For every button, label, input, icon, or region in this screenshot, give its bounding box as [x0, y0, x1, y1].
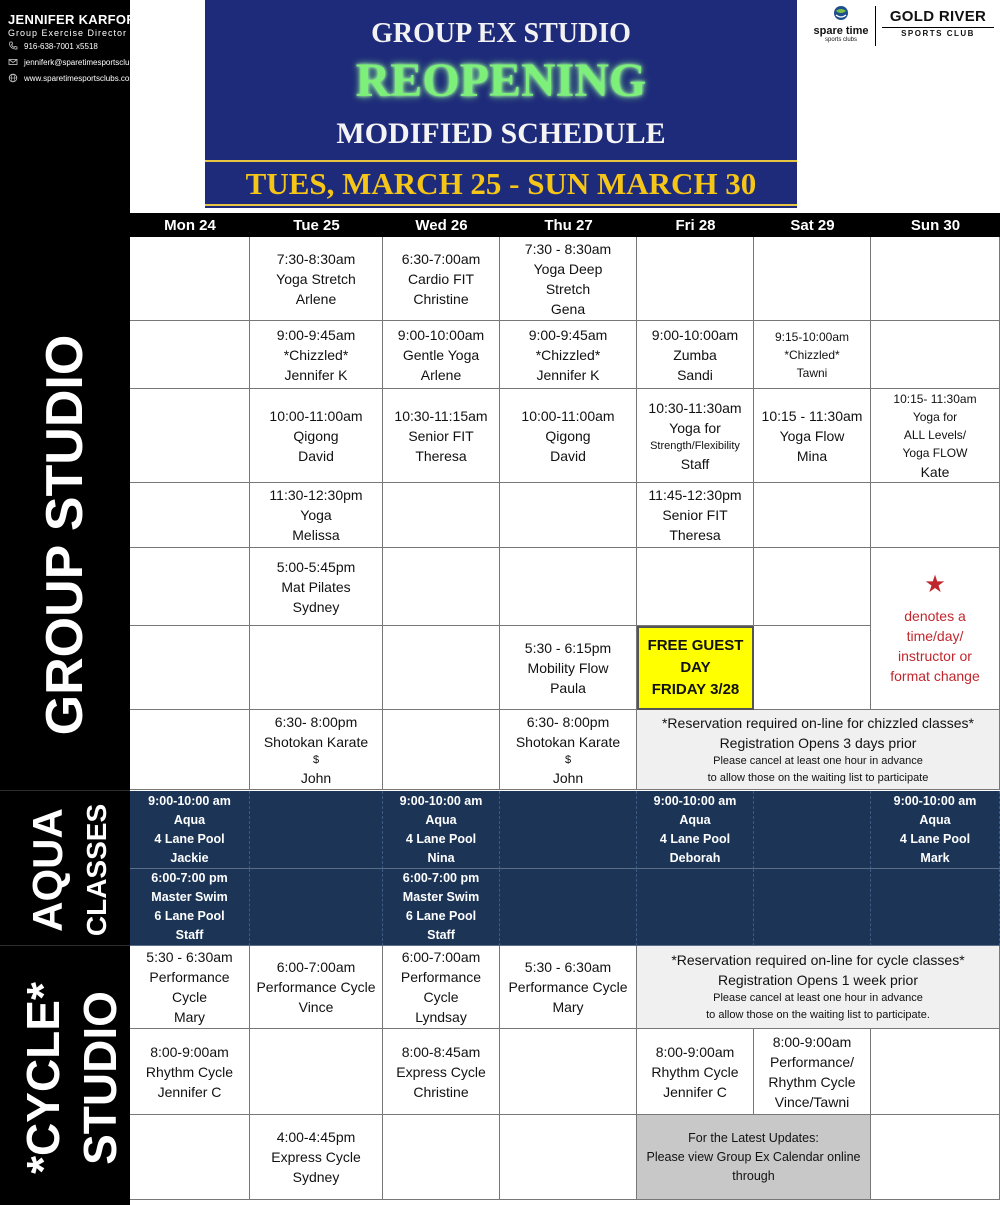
- class-instructor: Staff: [680, 455, 710, 472]
- section-label-aqua: AQUA: [24, 808, 71, 932]
- class-name: Express Cycle: [396, 1063, 486, 1080]
- contact-website-row: [8, 73, 208, 83]
- class-instructor: Jennifer K: [284, 366, 348, 383]
- class-name: Aqua: [679, 812, 711, 827]
- aqua-r1-sun: [871, 791, 1000, 869]
- class-instructor: Paula: [550, 679, 586, 696]
- class-instructor: Jennifer C: [663, 1083, 727, 1100]
- group-r3-thu: [500, 389, 637, 483]
- cycle-r3-wed: [383, 1115, 500, 1200]
- contact-phone-row: [8, 41, 208, 51]
- day-header-mon: Mon 24: [164, 217, 216, 234]
- class-instructor: Mina: [796, 447, 828, 464]
- note-line: Please cancel at least one hour in advance: [713, 992, 923, 1004]
- class-time: 6:30- 8:00pm: [526, 713, 610, 730]
- class-time: 10:00-11:00am: [269, 407, 363, 424]
- day-header-thu: Thu 27: [544, 217, 593, 234]
- class-instructor: John: [300, 769, 332, 786]
- class-time: 6:00-7:00am: [276, 959, 356, 975]
- legend-line: time/day/: [906, 627, 964, 644]
- aqua-r1-mon: [130, 791, 250, 869]
- class-instructor: Arlene: [295, 290, 337, 307]
- aqua-r2-mon: [130, 869, 250, 946]
- class-instructor: Mary: [173, 1009, 206, 1025]
- class-instructor: Tawni: [796, 365, 828, 380]
- class-instructor: Jennifer K: [536, 366, 600, 383]
- note-line: to allow those on the waiting list to participate: [707, 771, 929, 784]
- class-instructor: Gena: [550, 300, 586, 317]
- class-name: Aqua: [425, 812, 457, 827]
- legend-line: format change: [890, 667, 980, 684]
- updates-line: through: [732, 1168, 775, 1183]
- aqua-r2-wed: [383, 869, 500, 946]
- class-time: 6:00-7:00am: [401, 949, 481, 965]
- contact-email[interactable]: jenniferk@sparetimesportsclubs.com: [24, 57, 156, 67]
- mail-icon: [8, 57, 18, 67]
- class-instructor: Vince/Tawni: [774, 1093, 850, 1110]
- contact-website[interactable]: www.sparetimesportsclubs.com: [24, 73, 137, 83]
- class-instructor: Jackie: [170, 850, 209, 865]
- class-instructor: Vince: [298, 999, 334, 1015]
- class-time: 6:00-7:00 pm: [402, 871, 480, 885]
- class-name: Yoga for: [912, 409, 958, 424]
- class-time: 9:00-10:00 am: [653, 793, 737, 808]
- class-time: 10:30-11:15am: [394, 407, 488, 424]
- class-name: Shotokan Karate: [263, 733, 369, 750]
- free-guest-line: FRIDAY 3/28: [651, 681, 740, 698]
- class-time: 8:00-9:00am: [772, 1033, 852, 1050]
- class-time: 5:30 - 6:30am: [524, 959, 612, 975]
- group-r7-tue: [250, 710, 383, 790]
- class-name: Rhythm Cycle: [651, 1063, 739, 1080]
- class-instructor: John: [552, 769, 584, 786]
- class-name: Aqua: [173, 812, 206, 827]
- star-icon: ★: [924, 570, 946, 598]
- class-time: 6:00-7:00 pm: [151, 871, 228, 885]
- legend-line: denotes a: [904, 607, 966, 624]
- section-label-group: GROUP STUDIO: [36, 334, 94, 736]
- legend-line: instructor or: [898, 647, 972, 664]
- class-name-2: ALL Levels/: [903, 427, 967, 442]
- class-time: 9:00-9:45am: [528, 326, 608, 343]
- class-instructor: Jennifer C: [157, 1083, 222, 1100]
- aqua-r2-thu: [500, 869, 637, 946]
- cycle-r2-mon: [130, 1029, 250, 1115]
- free-guest-line: DAY: [680, 659, 711, 676]
- club-logos: [800, 0, 1000, 60]
- class-fee: $: [564, 753, 572, 766]
- class-name-2: Rhythm Cycle: [768, 1073, 856, 1090]
- spare-time-logo: [810, 5, 872, 44]
- class-location: 4 Lane Pool: [899, 831, 971, 846]
- group-r3-wed: [383, 389, 500, 483]
- class-instructor: Melissa: [292, 527, 340, 543]
- group-r4-sat: [754, 483, 871, 548]
- contact-name: JENNIFER KARFORD: [8, 12, 146, 27]
- class-name-2: Strength/Flexibility: [650, 439, 740, 452]
- class-location: 4 Lane Pool: [154, 831, 225, 846]
- latest-updates-note: [637, 1115, 871, 1200]
- day-header-fri: Fri 28: [675, 217, 716, 234]
- banner-line-dates: TUES, MARCH 25 - SUN MARCH 30: [245, 166, 757, 201]
- note-line: *Reservation required on-line for cycle classes*: [671, 952, 965, 968]
- group-r2-thu: [500, 321, 637, 389]
- group-r6-thu: [500, 626, 637, 710]
- group-r3-mon: [130, 389, 250, 483]
- section-separator-cycle: [0, 945, 130, 946]
- group-r6-wed: [383, 626, 500, 710]
- class-time: 9:15-10:00am: [774, 329, 850, 344]
- contact-email-row: [8, 57, 208, 67]
- banner-line-studio: GROUP EX STUDIO: [371, 18, 631, 49]
- spare-time-name: spare time: [813, 25, 869, 37]
- group-r6-tue: [250, 626, 383, 710]
- banner-line-reopening: REOPENING: [355, 54, 647, 107]
- class-name: *Chizzled*: [784, 347, 840, 362]
- cycle-r2-tue: [250, 1029, 383, 1115]
- cycle-r2-fri: [637, 1029, 754, 1115]
- contact-block: [8, 12, 208, 83]
- class-name: Master Swim: [402, 890, 480, 904]
- class-name: Mobility Flow: [527, 659, 609, 676]
- day-header-sun: Sun 30: [910, 217, 961, 234]
- group-r1-sat: [754, 237, 871, 321]
- class-time: 9:00-10:00 am: [148, 793, 231, 808]
- class-name: Qigong: [545, 427, 591, 444]
- banner-line-schedule: MODIFIED SCHEDULE: [336, 117, 666, 150]
- class-name: Senior FIT: [408, 427, 474, 444]
- aqua-r2-sun: [871, 869, 1000, 946]
- class-name: Performance Cycle: [256, 979, 376, 995]
- section-separator-aqua: [0, 790, 130, 791]
- aqua-r1-tue: [250, 791, 383, 869]
- class-time: 7:30 - 8:30am: [524, 240, 612, 257]
- class-name: *Chizzled*: [535, 346, 601, 363]
- group-r1-wed: [383, 237, 500, 321]
- note-line: to allow those on the waiting list to participate.: [706, 1009, 930, 1021]
- aqua-r1-wed: [383, 791, 500, 869]
- class-instructor: Sydney: [292, 1169, 340, 1185]
- change-legend: [871, 548, 1000, 710]
- group-r6-sat: [754, 626, 871, 710]
- group-r1-thu: [500, 237, 637, 321]
- group-r5-mon: [130, 548, 250, 626]
- class-name: Master Swim: [151, 890, 228, 904]
- class-time: 10:15 - 11:30am: [761, 407, 863, 424]
- class-name: Qigong: [293, 427, 339, 444]
- class-name: Aqua: [919, 812, 951, 827]
- group-r3-fri: [637, 389, 754, 483]
- class-name: Yoga: [300, 507, 332, 523]
- group-r2-tue: [250, 321, 383, 389]
- class-time: 8:00-9:00am: [655, 1043, 735, 1060]
- gold-river-sub: SPORTS CLUB: [882, 27, 994, 38]
- spare-time-sub: sports clubs: [824, 37, 857, 43]
- class-name: Yoga Stretch: [276, 270, 356, 287]
- class-time: 5:00-5:45pm: [276, 558, 356, 575]
- class-instructor: Deborah: [669, 850, 721, 865]
- group-r7-thu: [500, 710, 637, 790]
- class-time: 10:15- 11:30am: [893, 391, 977, 406]
- class-instructor: Staff: [175, 928, 204, 942]
- class-name: Cardio FIT: [407, 270, 475, 287]
- class-instructor: Christine: [413, 1083, 469, 1100]
- class-instructor: David: [298, 447, 334, 464]
- group-r6-mon: [130, 626, 250, 710]
- section-label-cycle: *CYCLE*: [17, 982, 69, 1174]
- logo-divider: [875, 6, 876, 46]
- section-label-cycle-studio: STUDIO: [74, 991, 126, 1165]
- day-header-wed: Wed 26: [415, 217, 468, 234]
- free-guest-day-badge: [637, 626, 754, 710]
- class-name: Yoga Flow: [779, 427, 845, 444]
- class-instructor: Lyndsay: [415, 1009, 467, 1025]
- group-r4-thu: [500, 483, 637, 548]
- class-time: 8:00-9:00am: [150, 1043, 229, 1060]
- group-r5-tue: [250, 548, 383, 626]
- group-r4-tue: [250, 483, 383, 548]
- cycle-r3-sun: [871, 1115, 1000, 1200]
- class-location: 4 Lane Pool: [405, 831, 477, 846]
- group-r2-mon: [130, 321, 250, 389]
- group-r2-fri: [637, 321, 754, 389]
- class-time: 8:00-8:45am: [401, 1043, 481, 1060]
- group-r4-sun: [871, 483, 1000, 548]
- class-instructor: Nina: [427, 850, 455, 865]
- class-name: Yoga Deep: [533, 260, 603, 277]
- group-r3-sun: [871, 389, 1000, 483]
- phone-icon: [8, 41, 18, 51]
- class-time: 9:00-10:00am: [397, 326, 485, 343]
- updates-line: For the Latest Updates:: [688, 1130, 819, 1145]
- class-instructor: Mary: [552, 999, 584, 1015]
- aqua-r1-thu: [500, 791, 637, 869]
- cycle-r3-tue: [250, 1115, 383, 1200]
- class-name: Performance: [400, 969, 482, 985]
- class-time: 9:00-10:00am: [651, 326, 739, 343]
- class-instructor: Arlene: [420, 366, 462, 383]
- class-instructor: Kate: [920, 463, 950, 480]
- class-instructor: Christine: [413, 290, 469, 307]
- cycle-reservation-note: [637, 946, 1000, 1029]
- group-r1-sun: [871, 237, 1000, 321]
- aqua-r2-fri: [637, 869, 754, 946]
- class-instructor: Sydney: [292, 598, 340, 615]
- class-name-2: Cycle: [423, 989, 459, 1005]
- note-line: Registration Opens 1 week prior: [718, 972, 918, 988]
- class-instructor: Theresa: [669, 527, 721, 543]
- updates-line: Please view Group Ex Calendar online: [646, 1149, 861, 1164]
- group-r7-wed: [383, 710, 500, 790]
- class-name-2: Cycle: [171, 989, 207, 1005]
- spare-time-logo-icon: [833, 5, 849, 21]
- cycle-r2-sat: [754, 1029, 871, 1115]
- group-r3-sat: [754, 389, 871, 483]
- class-instructor: David: [550, 447, 586, 464]
- globe-icon: [8, 73, 18, 83]
- gold-river-logo: [882, 9, 994, 38]
- class-time: 9:00-9:45am: [276, 326, 356, 343]
- free-guest-line: FREE GUEST: [647, 637, 744, 654]
- aqua-r2-sat: [754, 869, 871, 946]
- cycle-r2-sun: [871, 1029, 1000, 1115]
- cycle-r1-wed: [383, 946, 500, 1029]
- class-name: *Chizzled*: [283, 346, 349, 363]
- class-time: 9:00-10:00 am: [893, 793, 977, 808]
- group-r1-fri: [637, 237, 754, 321]
- class-time: 5:30 - 6:30am: [146, 949, 233, 965]
- class-name: Performance: [149, 969, 230, 985]
- class-fee: $: [312, 753, 320, 766]
- banner-rule-bottom: [205, 204, 797, 206]
- class-time: 10:00-11:00am: [521, 407, 615, 424]
- group-r1-tue: [250, 237, 383, 321]
- class-instructor: Staff: [427, 928, 455, 942]
- group-r5-thu: [500, 548, 637, 626]
- class-name: Gentle Yoga: [402, 346, 480, 363]
- group-r4-fri: [637, 483, 754, 548]
- class-name-2: Stretch: [545, 280, 591, 297]
- class-time: 6:30- 8:00pm: [274, 713, 358, 730]
- class-time: 10:30-11:30am: [648, 399, 742, 416]
- class-name: Performance/: [769, 1053, 855, 1070]
- class-name: Senior FIT: [662, 507, 728, 523]
- note-line: Please cancel at least one hour in advance: [713, 754, 923, 767]
- contact-phone: 916-638-7001 x5518: [24, 41, 98, 51]
- cycle-r3-mon: [130, 1115, 250, 1200]
- contact-role: Group Exercise Director: [8, 28, 128, 38]
- class-time: 11:45-12:30pm: [648, 487, 742, 503]
- note-line: *Reservation required on-line for chizzled classes*: [661, 714, 975, 731]
- cycle-r1-tue: [250, 946, 383, 1029]
- group-r2-sun: [871, 321, 1000, 389]
- cycle-r3-thu: [500, 1115, 637, 1200]
- day-header-tue: Tue 25: [293, 217, 340, 234]
- class-name: Zumba: [673, 346, 717, 363]
- class-instructor: Mark: [920, 850, 950, 865]
- section-label-classes: CLASSES: [81, 803, 112, 937]
- cycle-r2-wed: [383, 1029, 500, 1115]
- group-r1-mon: [130, 237, 250, 321]
- class-time: 7:30-8:30am: [276, 250, 356, 267]
- class-name: Shotokan Karate: [515, 733, 621, 750]
- gold-river-name: GOLD RIVER: [889, 8, 987, 25]
- group-r2-wed: [383, 321, 500, 389]
- class-name: Mat Pilates: [281, 578, 351, 595]
- class-name: Rhythm Cycle: [145, 1063, 234, 1080]
- cycle-r2-thu: [500, 1029, 637, 1115]
- class-location: 6 Lane Pool: [154, 909, 225, 923]
- aqua-r1-sat: [754, 791, 871, 869]
- class-time: 4:00-4:45pm: [276, 1129, 356, 1145]
- class-time: 6:30-7:00am: [401, 250, 481, 267]
- group-r7-mon: [130, 710, 250, 790]
- class-time: 11:30-12:30pm: [269, 487, 363, 503]
- class-time: 5:30 - 6:15pm: [524, 639, 612, 656]
- group-r5-sat: [754, 548, 871, 626]
- class-location: 6 Lane Pool: [405, 909, 477, 923]
- class-instructor: Theresa: [415, 447, 467, 464]
- chizzled-reservation-note: [637, 710, 1000, 790]
- group-r5-fri: [637, 548, 754, 626]
- class-name: Yoga for: [669, 419, 721, 436]
- class-instructor: Sandi: [677, 366, 713, 383]
- banner-rule-top: [205, 160, 797, 162]
- cycle-r1-mon: [130, 946, 250, 1029]
- title-banner: [205, 0, 797, 208]
- day-header-sat: Sat 29: [790, 217, 835, 234]
- note-line: Registration Opens 3 days prior: [719, 734, 917, 751]
- class-time: 9:00-10:00 am: [399, 793, 483, 808]
- group-r2-sat: [754, 321, 871, 389]
- class-location: 4 Lane Pool: [659, 831, 731, 846]
- class-name: Performance Cycle: [508, 979, 628, 995]
- group-r4-wed: [383, 483, 500, 548]
- class-name: Express Cycle: [271, 1149, 361, 1165]
- group-r3-tue: [250, 389, 383, 483]
- class-name-3: Yoga FLOW: [902, 445, 968, 460]
- aqua-r2-tue: [250, 869, 383, 946]
- group-r5-wed: [383, 548, 500, 626]
- cycle-r1-thu: [500, 946, 637, 1029]
- aqua-r1-fri: [637, 791, 754, 869]
- group-r4-mon: [130, 483, 250, 548]
